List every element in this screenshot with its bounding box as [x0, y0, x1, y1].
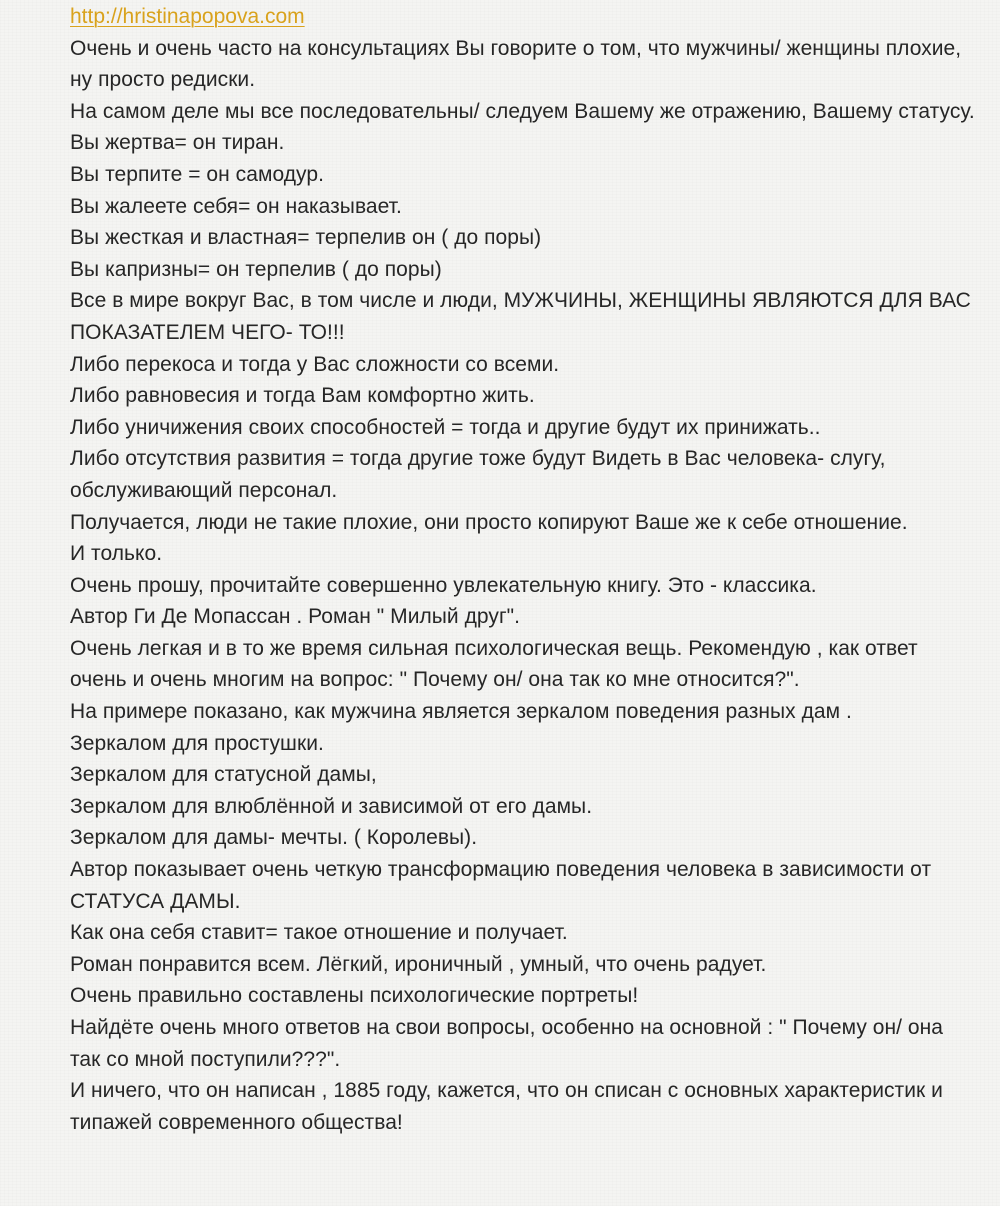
paragraph: Либо уничижения своих способностей = тогда и другие будут их принижать.. [70, 415, 821, 439]
paragraph: Либо равновесия и тогда Вам комфортно жить. [70, 384, 535, 408]
paragraph: И ничего, что он написан , 1885 году, кажется, что он списан с основных характеристик и типажей современного общества! [70, 1079, 943, 1134]
paragraph: Все в мире вокруг Вас, в том числе и люди, МУЖЧИНЫ, ЖЕНЩИНЫ ЯВЛЯЮТСЯ ДЛЯ ВАС ПОКАЗАТЕЛЕМ ЧЕГО- ТО!!! [70, 289, 971, 344]
paragraph: Очень правильно составлены психологические портреты! [70, 984, 639, 1008]
paragraph: Получается, люди не такие плохие, они просто копируют Ваше же к себе отношение. [70, 510, 908, 534]
paragraph: Найдёте очень много ответов на свои вопросы, особенно на основной : " Почему он/ она так со мной поступили???". [70, 1016, 944, 1071]
paragraph: Автор показывает очень четкую трансформацию поведения человека в зависимости от СТАТУСА ДАМЫ. [70, 858, 932, 913]
paragraph: Очень прошу, прочитайте совершенно увлекательную книгу. Это - классика. [70, 573, 817, 597]
paragraph: Вы терпите = он самодур. [70, 162, 324, 186]
paragraph: Вы жертва= он тиран. [70, 131, 285, 155]
paragraph: Автор Ги Де Мопассан . Роман " Милый друг". [70, 605, 521, 629]
note-content [70, 1, 975, 1138]
website-link[interactable]: http://hristinapopova.com [70, 5, 305, 28]
note-body [70, 33, 975, 1139]
paragraph: Роман понравится всем. Лёгкий, ироничный , умный, что очень радует. [70, 952, 767, 976]
paragraph: Либо перекоса и тогда у Вас сложности со всеми. [70, 352, 560, 376]
paragraph: На самом деле мы все последовательны/ следуем Вашему же отражению, Вашему статусу. [70, 99, 975, 123]
paragraph: Зеркалом для простушки. [70, 731, 324, 755]
paragraph: Очень и очень часто на консультациях Вы говорите о том, что мужчины/ женщины плохие, ну просто редиски. [70, 36, 962, 92]
paragraph: Зеркалом для дамы- мечты. ( Королевы). [70, 826, 478, 850]
paragraph: Либо отсутствия развития = тогда другие тоже будут Видеть в Вас человека- слугу, обслуживающий персонал. [70, 447, 886, 502]
paragraph: Вы капризны= он терпелив ( до поры) [70, 257, 442, 281]
paragraph: Вы жалеете себя= он наказывает. [70, 194, 402, 218]
paragraph: Зеркалом для влюблённой и зависимой от его дамы. [70, 794, 593, 818]
paragraph: И только. [70, 542, 163, 566]
paragraph: Вы жесткая и властная= терпелив он ( до поры) [70, 226, 542, 250]
paragraph: Как она себя ставит= такое отношение и получает. [70, 921, 568, 945]
paragraph: На примере показано, как мужчина является зеркалом поведения разных дам . [70, 700, 852, 724]
paragraph: Зеркалом для статусной дамы, [70, 763, 377, 787]
paragraph: Очень легкая и в то же время сильная психологическая вещь. Рекомендую , как ответ очень и очень многим на вопрос: " Почему он/ она так ко мне относится?". [70, 636, 918, 692]
